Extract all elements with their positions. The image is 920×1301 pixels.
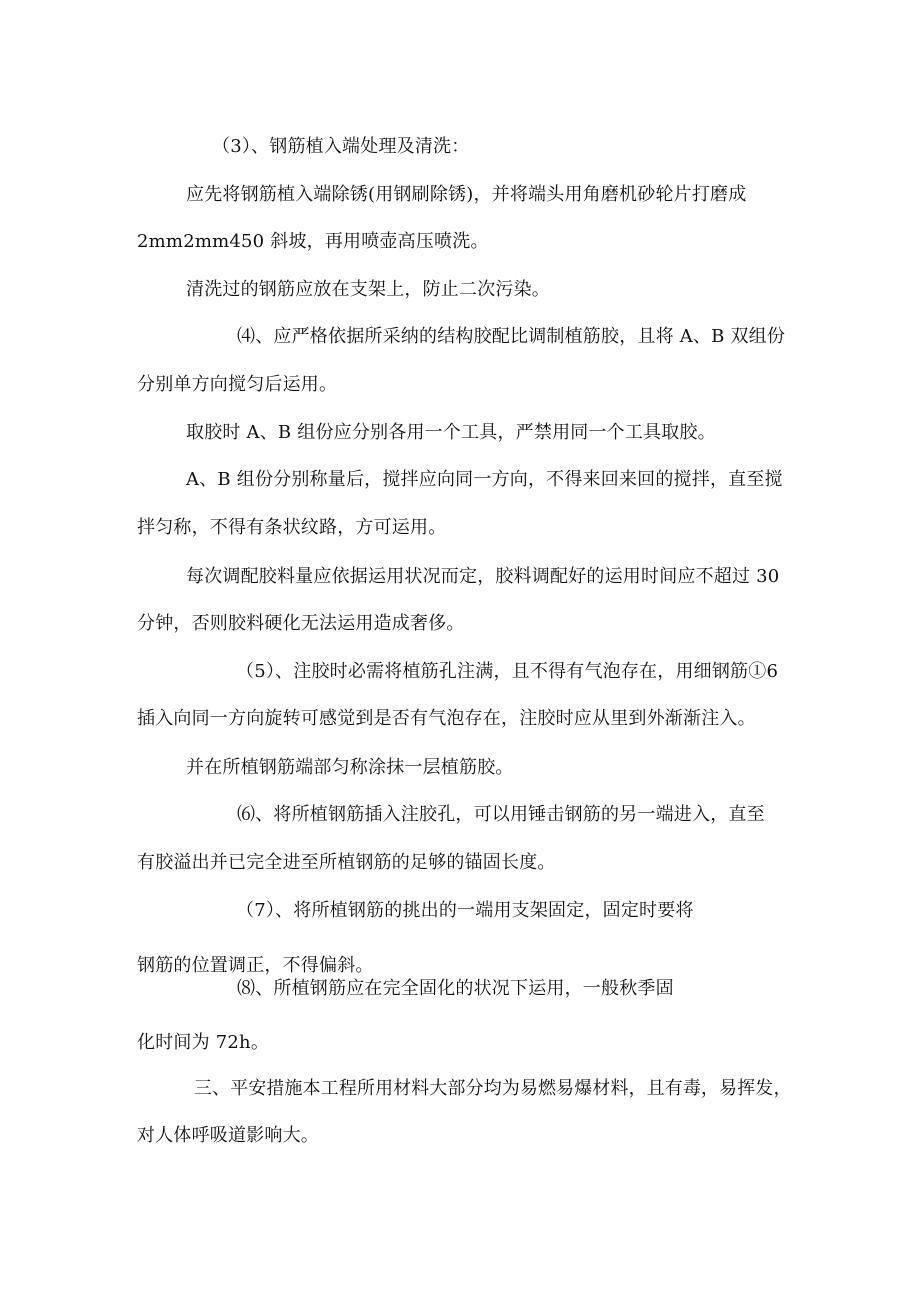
paragraph-line: 插入向同一方向旋转可感觉到是否有气泡存在，注胶时应从里到外渐渐注入。 — [137, 708, 756, 729]
paragraph-line: （3）、钢筋植入端处理及清洗： — [212, 136, 470, 157]
paragraph-line: 每次调配胶料量应依据运用状况而定，胶料调配好的运用时间应不超过 30 — [186, 566, 780, 587]
paragraph-line: 三、平安措施本工程所用材料大部分均为易燃易爆材料，且有毒，易挥发， — [194, 1078, 792, 1099]
paragraph-line: ⑹、将所植钢筋插入注胶孔，可以用锤击钢筋的另一端进入，直至 — [237, 804, 765, 825]
paragraph-line: 2mm2mm450 斜坡，再用喷壶高压喷洗。 — [137, 231, 489, 252]
paragraph-line: 分钟，否则胶料硬化无法运用造成奢侈。 — [137, 613, 465, 634]
paragraph-line: 有胶溢出并已完全进至所植钢筋的足够的锚固长度。 — [137, 852, 556, 873]
paragraph-line: 分别单方向搅匀后运用。 — [137, 374, 338, 395]
paragraph-line: ⑻、所植钢筋应在完全固化的状况下运用，一般秋季固 — [237, 978, 674, 999]
paragraph-line: 取胶时 A、B 组份应分别各用一个工具，严禁用同一个工具取胶。 — [186, 422, 716, 443]
paragraph-line: A、B 组份分别称量后，搅拌应向同一方向，不得来回来回的搅拌，直至搅 — [186, 469, 783, 490]
paragraph-line: （5）、注胶时必需将植筋孔注满，且不得有气泡存在，用细钢筋①6 — [236, 661, 779, 682]
paragraph-line: 拌匀称，不得有条状纹路，方可运用。 — [137, 517, 447, 538]
paragraph-line: 化时间为 72h。 — [137, 1032, 270, 1053]
paragraph-line: 钢筋的位置调正，不得偏斜。 — [137, 955, 374, 976]
paragraph-line: 对人体呼吸道影响大。 — [137, 1125, 319, 1146]
paragraph-line: 并在所植钢筋端部匀称涂抹一层植筋胶。 — [186, 757, 514, 778]
paragraph-line: 应先将钢筋植入端除锈(用钢刷除锈)，并将端头用角磨机砂轮片打磨成 — [186, 184, 747, 205]
paragraph-line: ⑷、应严格依据所采纳的结构胶配比调制植筋胶，且将 A、B 双组份 — [237, 326, 786, 347]
paragraph-line: 清洗过的钢筋应放在支架上，防止二次污染。 — [186, 279, 550, 300]
paragraph-line: （7）、将所植钢筋的挑出的一端用支架固定，固定时要将 — [236, 900, 694, 921]
